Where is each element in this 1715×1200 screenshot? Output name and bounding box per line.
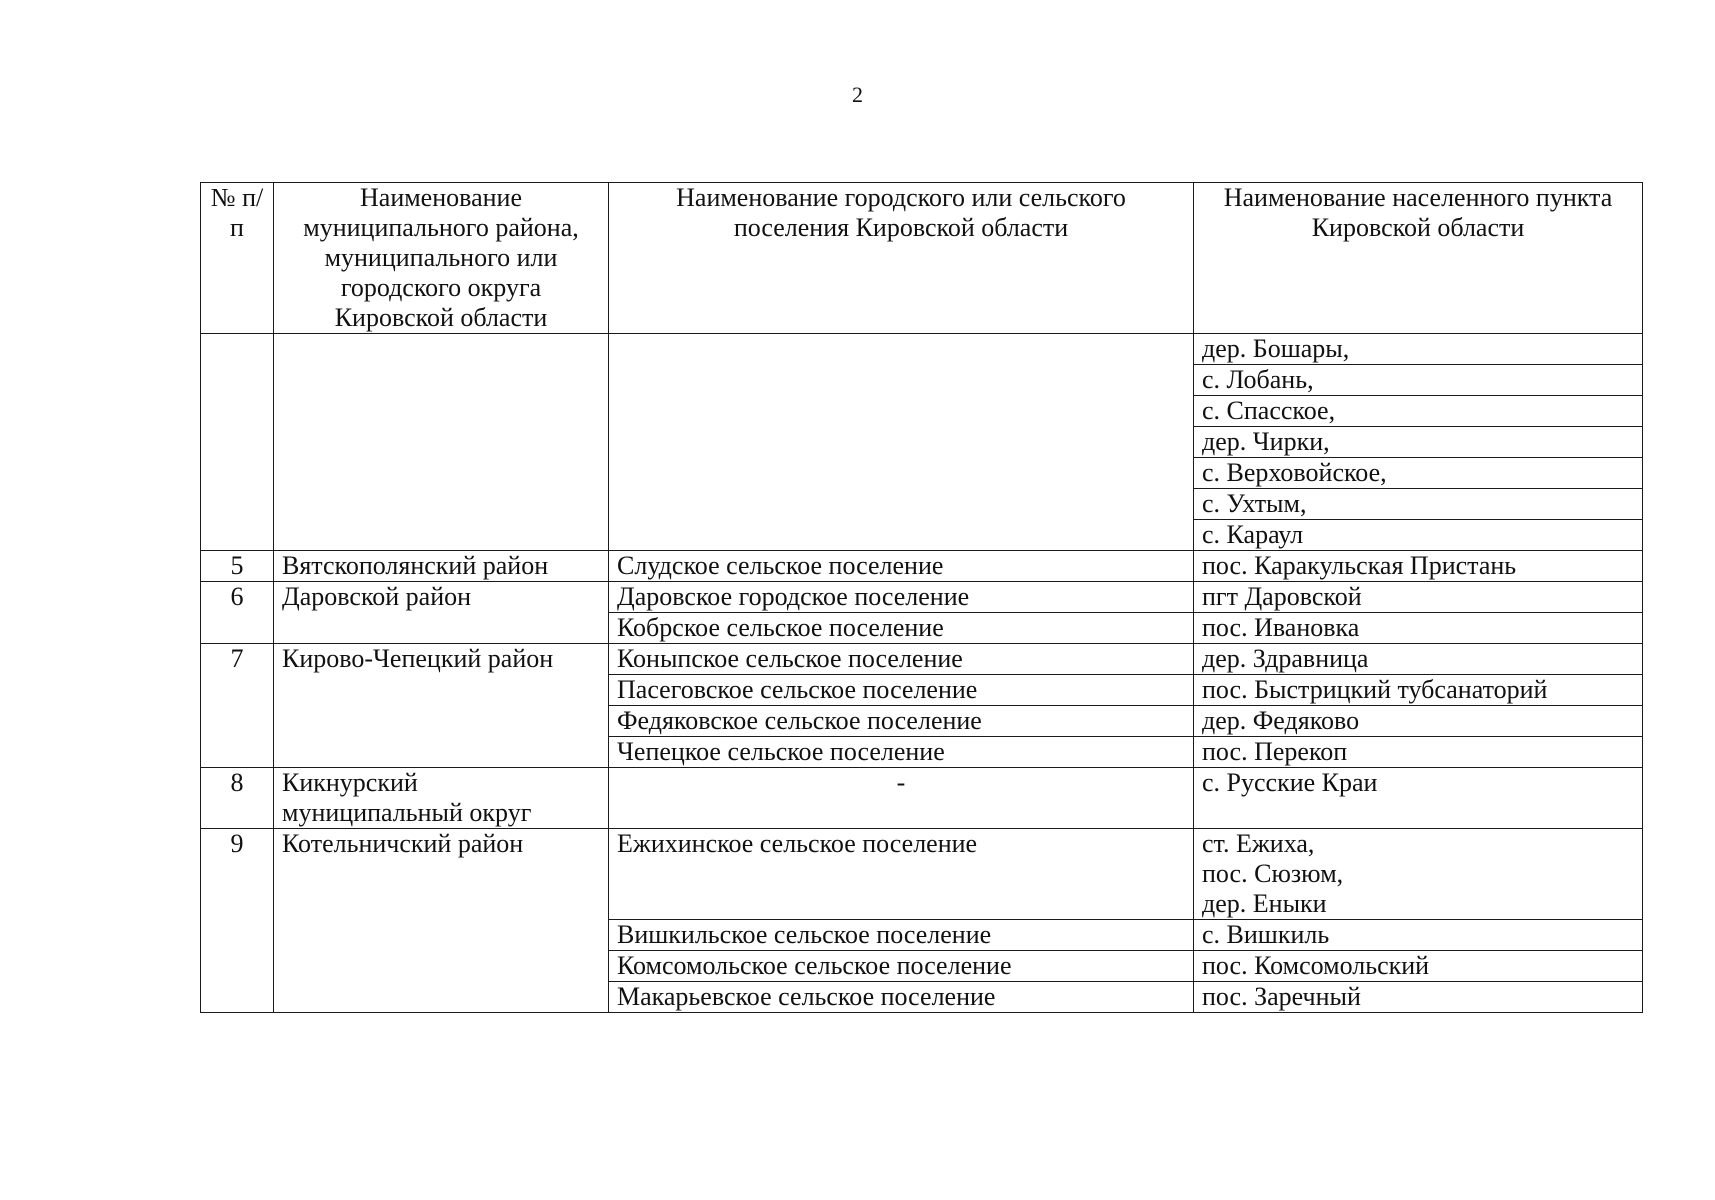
cell-locality: дер. Федяково	[1194, 706, 1643, 737]
table-row	[201, 768, 1643, 829]
settlements-table	[200, 182, 1643, 1013]
cell-settlement: Коныпское сельское поселение	[609, 644, 1194, 675]
cell-num: 8	[201, 768, 274, 829]
cell-num	[201, 334, 274, 551]
cell-locality: дер. Бошары,	[1194, 334, 1643, 365]
cell-num: 6	[201, 582, 274, 644]
cell-locality: пос. Комсомольский	[1194, 951, 1643, 982]
cell-district: Котельничский район	[274, 829, 609, 1013]
cell-locality: пос. Перекоп	[1194, 737, 1643, 768]
locality-line: пос. Сюзюм,	[1202, 859, 1344, 888]
cell-settlement: Вишкильское сельское поселение	[609, 920, 1194, 951]
cell-num: 7	[201, 644, 274, 768]
cell-num: 9	[201, 829, 274, 1013]
cell-locality: пгт Даровской	[1194, 582, 1643, 613]
cell-locality: с. Спасское,	[1194, 396, 1643, 427]
cell-locality: с. Ухтым,	[1194, 489, 1643, 520]
page-number: 2	[852, 82, 863, 107]
header-settlement: Наименование городского или сельского поселения Кировской области	[609, 183, 1194, 334]
cell-settlement: Комсомольское сельское поселение	[609, 951, 1194, 982]
cell-settlement: Федяковское сельское поселение	[609, 706, 1194, 737]
table-row	[201, 551, 1643, 582]
cell-locality: дер. Чирки,	[1194, 427, 1643, 458]
cell-settlement: Кобрское сельское поселение	[609, 613, 1194, 644]
cell-district	[274, 334, 609, 551]
table-row	[201, 829, 1643, 920]
cell-settlement	[609, 334, 1194, 551]
table-header-row	[201, 183, 1643, 334]
locality-line: дер. Еныки	[1202, 889, 1327, 918]
cell-settlement: Ежихинское сельское поселение	[609, 829, 1194, 920]
cell-settlement: Пасеговское сельское поселение	[609, 675, 1194, 706]
cell-settlement: Чепецкое сельское поселение	[609, 737, 1194, 768]
cell-district: Кикнурский муниципальный округ	[274, 768, 609, 829]
cell-settlement: Даровское городское поселение	[609, 582, 1194, 613]
table-row	[201, 582, 1643, 613]
header-district: Наименование муниципального района, муниципального или городского округа Кировской области	[274, 183, 609, 334]
cell-district: Вятскополянский район	[274, 551, 609, 582]
locality-line: ст. Ежиха,	[1202, 829, 1315, 858]
cell-locality: с. Русские Краи	[1194, 768, 1643, 829]
cell-settlement: Макарьевское сельское поселение	[609, 982, 1194, 1013]
cell-settlement: -	[609, 768, 1194, 829]
cell-locality: с. Караул	[1194, 520, 1643, 551]
cell-locality: с. Вишкиль	[1194, 920, 1643, 951]
cell-settlement: Слудское сельское поселение	[609, 551, 1194, 582]
cell-locality: с. Лобань,	[1194, 365, 1643, 396]
cell-locality: пос. Быстрицкий тубсанаторий	[1194, 675, 1643, 706]
table-row	[201, 334, 1643, 365]
cell-num: 5	[201, 551, 274, 582]
header-num: № п/п	[201, 183, 274, 334]
cell-district: Даровской район	[274, 582, 609, 644]
cell-locality: пос. Ивановка	[1194, 613, 1643, 644]
table-row	[201, 644, 1643, 675]
header-locality: Наименование населенного пункта Кировской области	[1194, 183, 1643, 334]
cell-locality	[1194, 829, 1643, 920]
cell-locality: с. Верховойское,	[1194, 458, 1643, 489]
cell-locality: дер. Здравница	[1194, 644, 1643, 675]
cell-locality: пос. Каракульская Пристань	[1194, 551, 1643, 582]
cell-locality: пос. Заречный	[1194, 982, 1643, 1013]
cell-district: Кирово-Чепецкий район	[274, 644, 609, 768]
